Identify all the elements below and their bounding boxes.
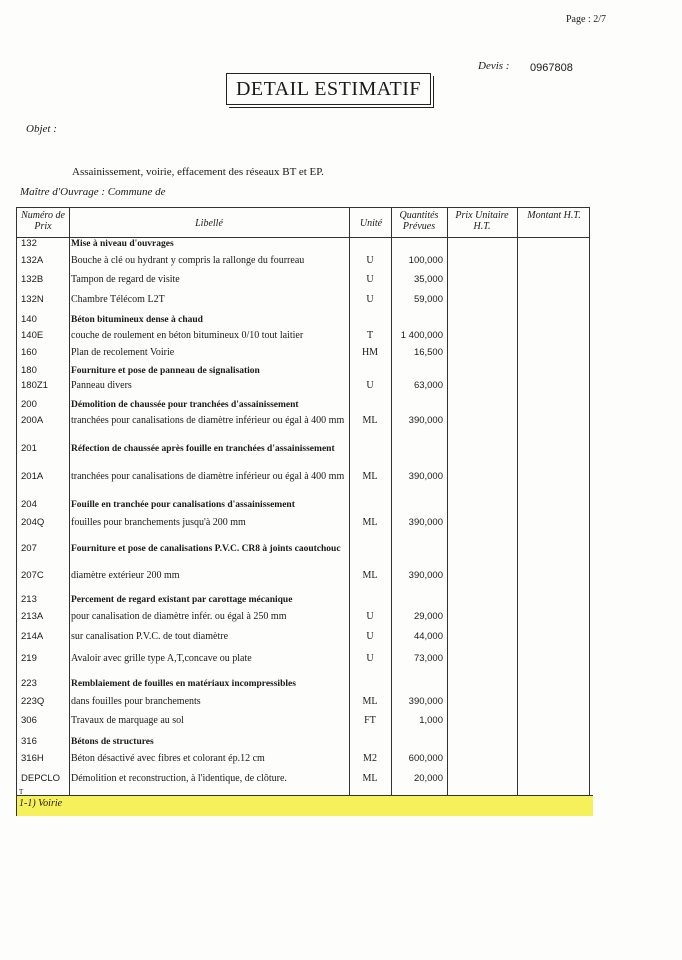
row-number: 200	[21, 399, 37, 410]
row-number: 160	[21, 347, 37, 358]
row-libelle: Fourniture et pose de canalisations P.V.C. CR8 à joints caoutchouc	[71, 544, 341, 554]
subtotal-label: 1-1) Voirie	[19, 798, 63, 809]
row-libelle: Remblaiement de fouilles en matériaux incompressibles	[71, 679, 296, 689]
row-libelle: tranchées pour canalisations de diamètre inférieur ou égal à 400 mm	[71, 471, 345, 482]
row-number: 132	[21, 238, 37, 249]
row-libelle: Fourniture et pose de panneau de signalisation	[71, 366, 260, 376]
row-quantity: 63,000	[413, 380, 443, 391]
header-numero: Numéro de Prix	[21, 210, 65, 232]
row-number: 223Q	[21, 696, 45, 707]
row-libelle: Bouche à clé ou hydrant y compris la rallonge du fourreau	[71, 255, 305, 266]
row-unit: ML	[362, 696, 378, 707]
row-libelle: Percement de regard existant par carottage mécanique	[71, 595, 293, 605]
row-quantity: 1,000	[419, 715, 443, 726]
row-libelle: Mise à niveau d'ouvrages	[71, 239, 174, 249]
row-libelle: Panneau divers	[71, 380, 132, 391]
col-divider	[447, 208, 448, 815]
row-libelle: dans fouilles pour branchements	[71, 696, 201, 707]
header-quantites: Quantités Prévues	[399, 210, 439, 232]
row-libelle: Démolition et reconstruction, à l'identique, de clôture.	[71, 773, 287, 784]
row-quantity: 390,000	[408, 696, 443, 707]
row-unit: U	[366, 631, 374, 642]
row-unit: U	[366, 653, 374, 664]
row-libelle: fouilles pour branchements jusqu'à 200 mm	[71, 517, 246, 528]
row-quantity: 59,000	[413, 294, 443, 305]
row-quantity: 20,000	[413, 773, 443, 784]
row-libelle: pour canalisation de diamètre infér. ou égal à 250 mm	[71, 611, 287, 622]
row-number: 306	[21, 715, 37, 726]
header-prix-unitaire: Prix Unitaire H.T.	[455, 210, 509, 232]
row-unit: ML	[362, 471, 378, 482]
maitre-ouvrage-label: Maître d'Ouvrage : Commune de	[20, 186, 166, 198]
row-unit: U	[366, 294, 374, 305]
document-title: DETAIL ESTIMATIF	[226, 73, 431, 105]
row-number: DEPCLO	[21, 773, 61, 784]
row-libelle: tranchées pour canalisations de diamètre inférieur ou égal à 400 mm	[71, 415, 345, 426]
estimate-table	[16, 207, 590, 816]
row-libelle: diamètre extérieur 200 mm	[71, 570, 180, 581]
col-divider	[517, 208, 518, 815]
row-libelle: Bétons de structures	[71, 737, 154, 747]
row-number: 132B	[21, 274, 44, 285]
row-quantity: 390,000	[408, 471, 443, 482]
objet-description: Assainissement, voirie, effacement des réseaux BT et EP.	[72, 166, 324, 178]
row-number: 180Z1	[21, 380, 48, 391]
row-quantity: 29,000	[413, 611, 443, 622]
row-libelle: Démolition de chaussée pour tranchées d'assainissement	[71, 400, 299, 410]
row-libelle: Travaux de marquage au sol	[71, 715, 184, 726]
row-quantity: 390,000	[408, 517, 443, 528]
row-libelle: Plan de recolement Voirie	[71, 347, 175, 358]
header-montant: Montant H.T.	[527, 210, 581, 221]
row-number: 316H	[21, 753, 44, 764]
subtotal-highlight	[17, 795, 593, 816]
row-number: 140	[21, 314, 37, 325]
row-number: 207C	[21, 570, 44, 581]
devis-label: Devis :	[478, 60, 510, 72]
row-unit: U	[366, 611, 374, 622]
row-unit: FT	[364, 715, 376, 726]
row-unit: HM	[361, 347, 379, 358]
row-libelle: Avaloir avec grille type A,T,concave ou plate	[71, 653, 252, 664]
row-number: 201A	[21, 471, 44, 482]
row-unit: ML	[362, 773, 378, 784]
row-libelle: Réfection de chaussée après fouille en tranchées d'assainissement	[71, 444, 335, 454]
row-unit: T	[366, 330, 374, 341]
row-libelle: couche de roulement en béton bitumineux 0/10 tout laitier	[71, 330, 304, 341]
row-quantity: 100,000	[408, 255, 443, 266]
header-libelle: Libellé	[195, 218, 223, 229]
header-unite: Unité	[359, 218, 383, 229]
row-unit: ML	[362, 415, 378, 426]
row-libelle: Béton bitumineux dense à chaud	[71, 315, 203, 325]
row-number: 132N	[21, 294, 44, 305]
row-quantity: 35,000	[413, 274, 443, 285]
subtotal-marker: T	[19, 788, 24, 796]
row-quantity: 390,000	[408, 415, 443, 426]
row-quantity: 600,000	[408, 753, 443, 764]
row-unit: ML	[362, 570, 378, 581]
row-number: 180	[21, 365, 37, 376]
row-number: 223	[21, 678, 37, 689]
row-number: 207	[21, 543, 37, 554]
row-number: 214A	[21, 631, 44, 642]
row-quantity: 44,000	[413, 631, 443, 642]
row-number: 204Q	[21, 517, 45, 528]
row-quantity: 73,000	[413, 653, 443, 664]
row-quantity: 16,500	[413, 347, 443, 358]
row-libelle: Tampon de regard de visite	[71, 274, 180, 285]
row-unit: U	[366, 274, 374, 285]
row-number: 219	[21, 653, 37, 664]
row-number: 201	[21, 443, 37, 454]
row-number: 213	[21, 594, 37, 605]
row-number: 213A	[21, 611, 44, 622]
row-libelle: Béton désactivé avec fibres et colorant ép.12 cm	[71, 753, 265, 764]
devis-number: 0967808	[530, 62, 573, 74]
row-unit: ML	[362, 517, 378, 528]
row-number: 204	[21, 499, 37, 510]
row-quantity: 390,000	[408, 570, 443, 581]
row-number: 140E	[21, 330, 44, 341]
objet-label: Objet :	[26, 123, 57, 135]
row-libelle: sur canalisation P.V.C. de tout diamètre	[71, 631, 229, 642]
row-unit: M2	[363, 753, 377, 764]
row-unit: U	[366, 380, 374, 391]
row-libelle: Fouille en tranchée pour canalisations d'assainissement	[71, 500, 295, 510]
row-number: 132A	[21, 255, 44, 266]
row-quantity: 1 400,000	[400, 330, 443, 341]
page-number: Page : 2/7	[566, 14, 606, 25]
col-divider	[69, 208, 70, 815]
row-libelle: Chambre Télécom L2T	[71, 294, 165, 305]
row-unit: U	[366, 255, 374, 266]
row-number: 200A	[21, 415, 44, 426]
row-number: 316	[21, 736, 37, 747]
